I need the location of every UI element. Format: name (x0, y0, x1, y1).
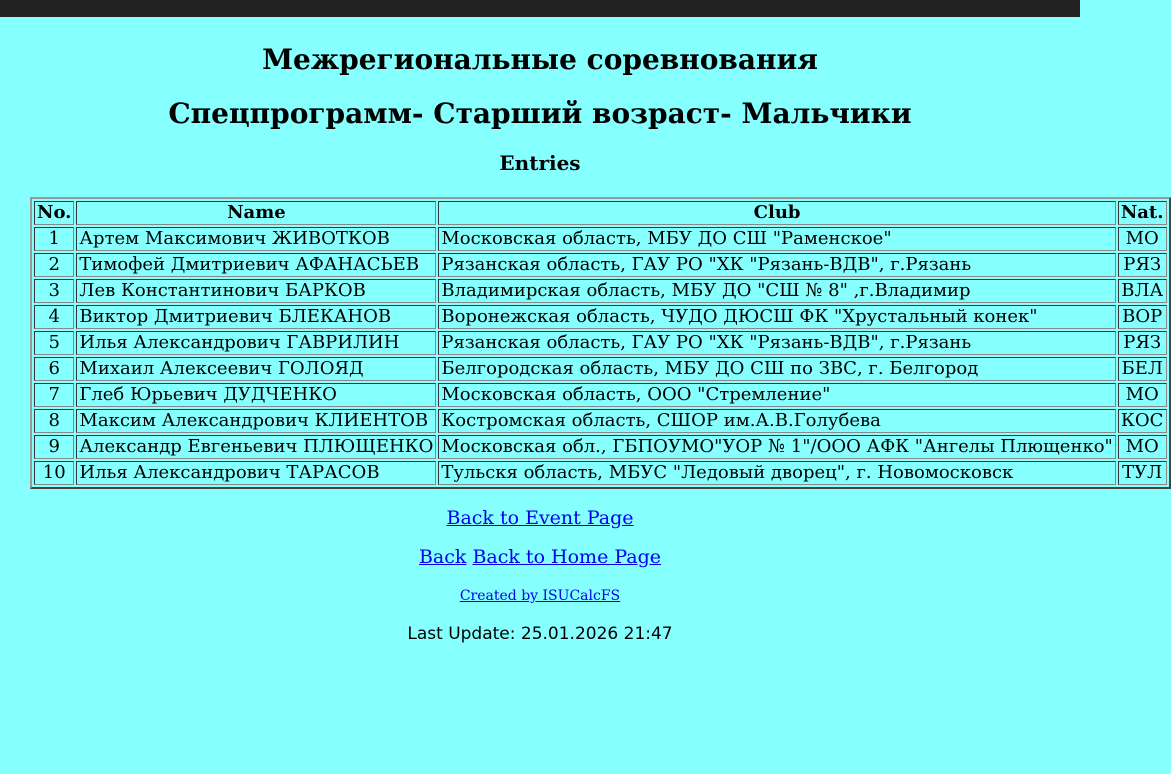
back-to-home-link[interactable]: Back to Home Page (472, 546, 662, 568)
table-row (34, 331, 1167, 355)
cell-name: Лев Константинович БАРКОВ (76, 279, 436, 303)
home-link-row (0, 545, 1080, 569)
cell-nat: ВОР (1118, 305, 1167, 329)
cell-club: Белгородская область, МБУ ДО СШ по ЗВС, г. Белгород (438, 357, 1115, 381)
table-row (34, 409, 1167, 433)
table-row (34, 461, 1167, 485)
cell-name: Илья Александрович ГАВРИЛИН (76, 331, 436, 355)
category-title: Спецпрограмм- Старший возраст- Мальчики (168, 97, 912, 130)
entries-body (34, 227, 1167, 485)
cell-no: 1 (34, 227, 74, 251)
cell-name: Михаил Алексеевич ГОЛОЯД (76, 357, 436, 381)
entries-heading: Entries (499, 151, 581, 175)
last-update: Last Update: 25.01.2026 21:47 (407, 624, 673, 644)
cell-nat: РЯЗ (1118, 253, 1167, 277)
cell-nat: ТУЛ (1118, 461, 1167, 485)
header-club: Club (438, 201, 1115, 225)
cell-club: Тульскя область, МБУС "Ледовый дворец", г. Новомосковск (438, 461, 1115, 485)
cell-nat: ВЛА (1118, 279, 1167, 303)
cell-nat: МО (1118, 383, 1167, 407)
cell-name: Виктор Дмитриевич БЛЕКАНОВ (76, 305, 436, 329)
cell-nat: КОС (1118, 409, 1167, 433)
cell-nat: РЯЗ (1118, 331, 1167, 355)
back-link[interactable]: Back (418, 546, 467, 568)
table-row (34, 357, 1167, 381)
cell-club: Московская область, МБУ ДО СШ "Раменское" (438, 227, 1115, 251)
cell-no: 4 (34, 305, 74, 329)
cell-nat: МО (1118, 227, 1167, 251)
cell-club: Рязанская область, ГАУ РО "ХК "Рязань-ВДВ", г.Рязань (438, 331, 1115, 355)
cell-nat: БЕЛ (1118, 357, 1167, 381)
cell-club: Владимирская область, МБУ ДО "СШ № 8" ,г.Владимир (438, 279, 1115, 303)
top-status-bar (0, 0, 1080, 17)
cell-name: Максим Александрович КЛИЕНТОВ (76, 409, 436, 433)
back-to-event-link[interactable]: Back to Event Page (446, 507, 634, 529)
cell-nat: МО (1118, 435, 1167, 459)
table-row (34, 279, 1167, 303)
table-header-row (34, 201, 1167, 225)
cell-name: Тимофей Дмитриевич АФАНАСЬЕВ (76, 253, 436, 277)
header-nat: Nat. (1118, 201, 1167, 225)
table-row (34, 383, 1167, 407)
event-title: Межрегиональные соревнования (262, 43, 818, 76)
cell-name: Александр Евгеньевич ПЛЮЩЕНКО (76, 435, 436, 459)
cell-club: Рязанская область, ГАУ РО "ХК "Рязань-ВДВ", г.Рязань (438, 253, 1115, 277)
cell-name: Илья Александрович ТАРАСОВ (76, 461, 436, 485)
cell-no: 10 (34, 461, 74, 485)
table-row (34, 305, 1167, 329)
created-by-row (0, 587, 1080, 605)
table-row (34, 253, 1167, 277)
cell-club: Московская обл., ГБПОУМО"УОР № 1"/ООО АФК "Ангелы Плющенко" (438, 435, 1115, 459)
header-name: Name (76, 201, 436, 225)
cell-club: Московская область, ООО "Стремление" (438, 383, 1115, 407)
created-by-link[interactable]: Created by ISUCalcFS (459, 588, 621, 604)
cell-name: Глеб Юрьевич ДУДЧЕНКО (76, 383, 436, 407)
table-row (34, 227, 1167, 251)
event-link-row (0, 506, 1080, 530)
cell-name: Артем Максимович ЖИВОТКОВ (76, 227, 436, 251)
cell-no: 8 (34, 409, 74, 433)
cell-club: Костромская область, СШОР им.А.В.Голубева (438, 409, 1115, 433)
cell-no: 2 (34, 253, 74, 277)
cell-club: Воронежская область, ЧУДО ДЮСШ ФК "Хрустальный конек" (438, 305, 1115, 329)
table-row (34, 435, 1167, 459)
cell-no: 6 (34, 357, 74, 381)
cell-no: 7 (34, 383, 74, 407)
header-no: No. (34, 201, 74, 225)
entries-table (30, 197, 1171, 489)
cell-no: 3 (34, 279, 74, 303)
cell-no: 5 (34, 331, 74, 355)
cell-no: 9 (34, 435, 74, 459)
